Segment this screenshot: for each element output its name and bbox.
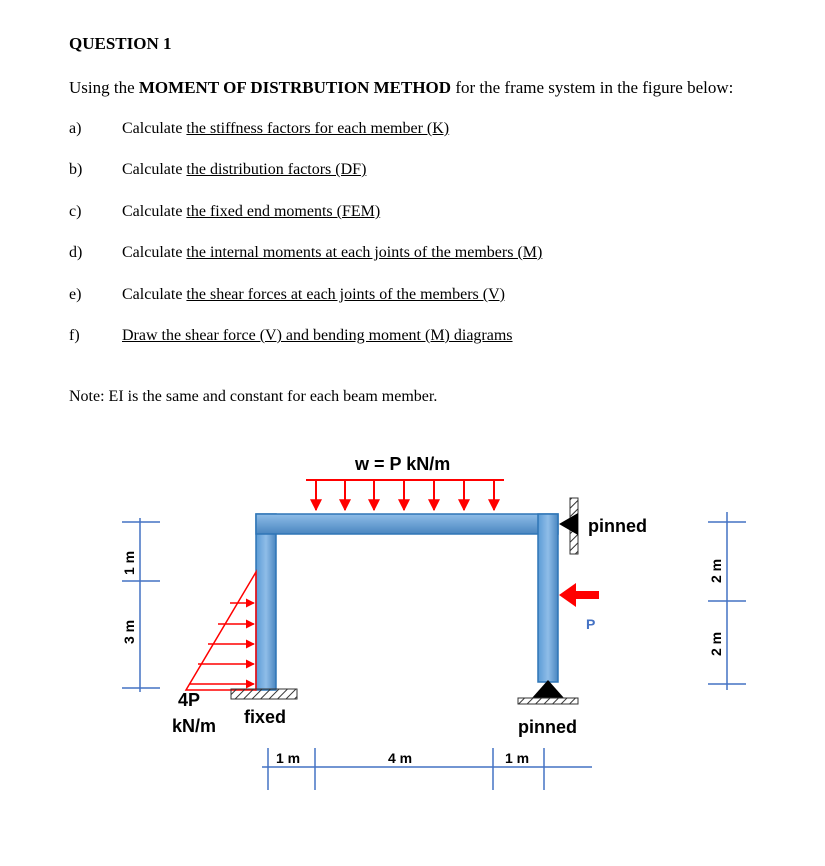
dim-right-upper: 2 m [708,558,724,583]
pinned-support-bottom [532,680,564,698]
point-load-arrow [559,583,599,607]
task-topic: the fixed end moments (FEM) [186,203,381,220]
pinned-support-top [559,513,578,535]
task-label: d) [69,244,83,261]
task-label: e) [69,286,82,303]
dim-left-3m: 3 m [121,619,137,644]
task-lead: Calculate [122,286,187,303]
task-lead: Calculate [122,244,187,261]
task-topic: the shear forces at each joints of the members (V) [186,286,505,303]
udl-arrows [306,480,504,510]
task-label: b) [69,161,83,178]
dim-left-1m: 1 m [121,550,137,575]
task-lead: Calculate [122,203,187,220]
dim-right-lower: 2 m [708,631,724,656]
task-lead: Calculate [122,161,187,178]
task-topic: the distribution factors (DF) [186,161,367,178]
pinned-top-label: pinned [588,516,647,536]
task-label: a) [69,120,82,137]
note-text: Note: EI is the same and constant for each beam member. [69,388,438,405]
right-dimension-line [708,512,746,690]
fixed-support-label: fixed [244,707,287,727]
udl-label: w = P kN/m [355,454,451,474]
bottom-dimension-line [262,748,592,790]
point-load-label: P [586,616,596,632]
intro-prefix: Using the [69,78,139,97]
pinned-bottom-label: pinned [518,717,577,737]
task-label: c) [69,203,82,220]
triangular-load-unit: kN/m [172,716,217,736]
intro-suffix: for the frame system in the figure below: [451,78,734,97]
triangular-load-label: 4P [178,690,201,710]
task-lead: Calculate [122,120,187,137]
fixed-support [231,689,297,699]
dim-bottom-middle: 4 m [388,750,413,766]
task-topic: the internal moments at each joints of the members (M) [186,244,543,261]
dim-bottom-left: 1 m [276,750,301,766]
right-column [538,514,558,682]
triangular-load [186,572,256,690]
top-beam [256,514,558,534]
left-dimension-line [122,518,160,692]
task-label: f) [69,327,80,344]
pinned-ground-hatch [518,698,578,704]
dim-bottom-right: 1 m [505,750,530,766]
question-heading: QUESTION 1 [69,34,172,53]
intro-method: MOMENT OF DISTRBUTION METHOD [138,78,452,97]
task-topic: Draw the shear force (V) and bending moment (M) diagrams [122,327,513,344]
task-topic: the stiffness factors for each member (K) [186,120,450,137]
left-column [256,514,276,690]
